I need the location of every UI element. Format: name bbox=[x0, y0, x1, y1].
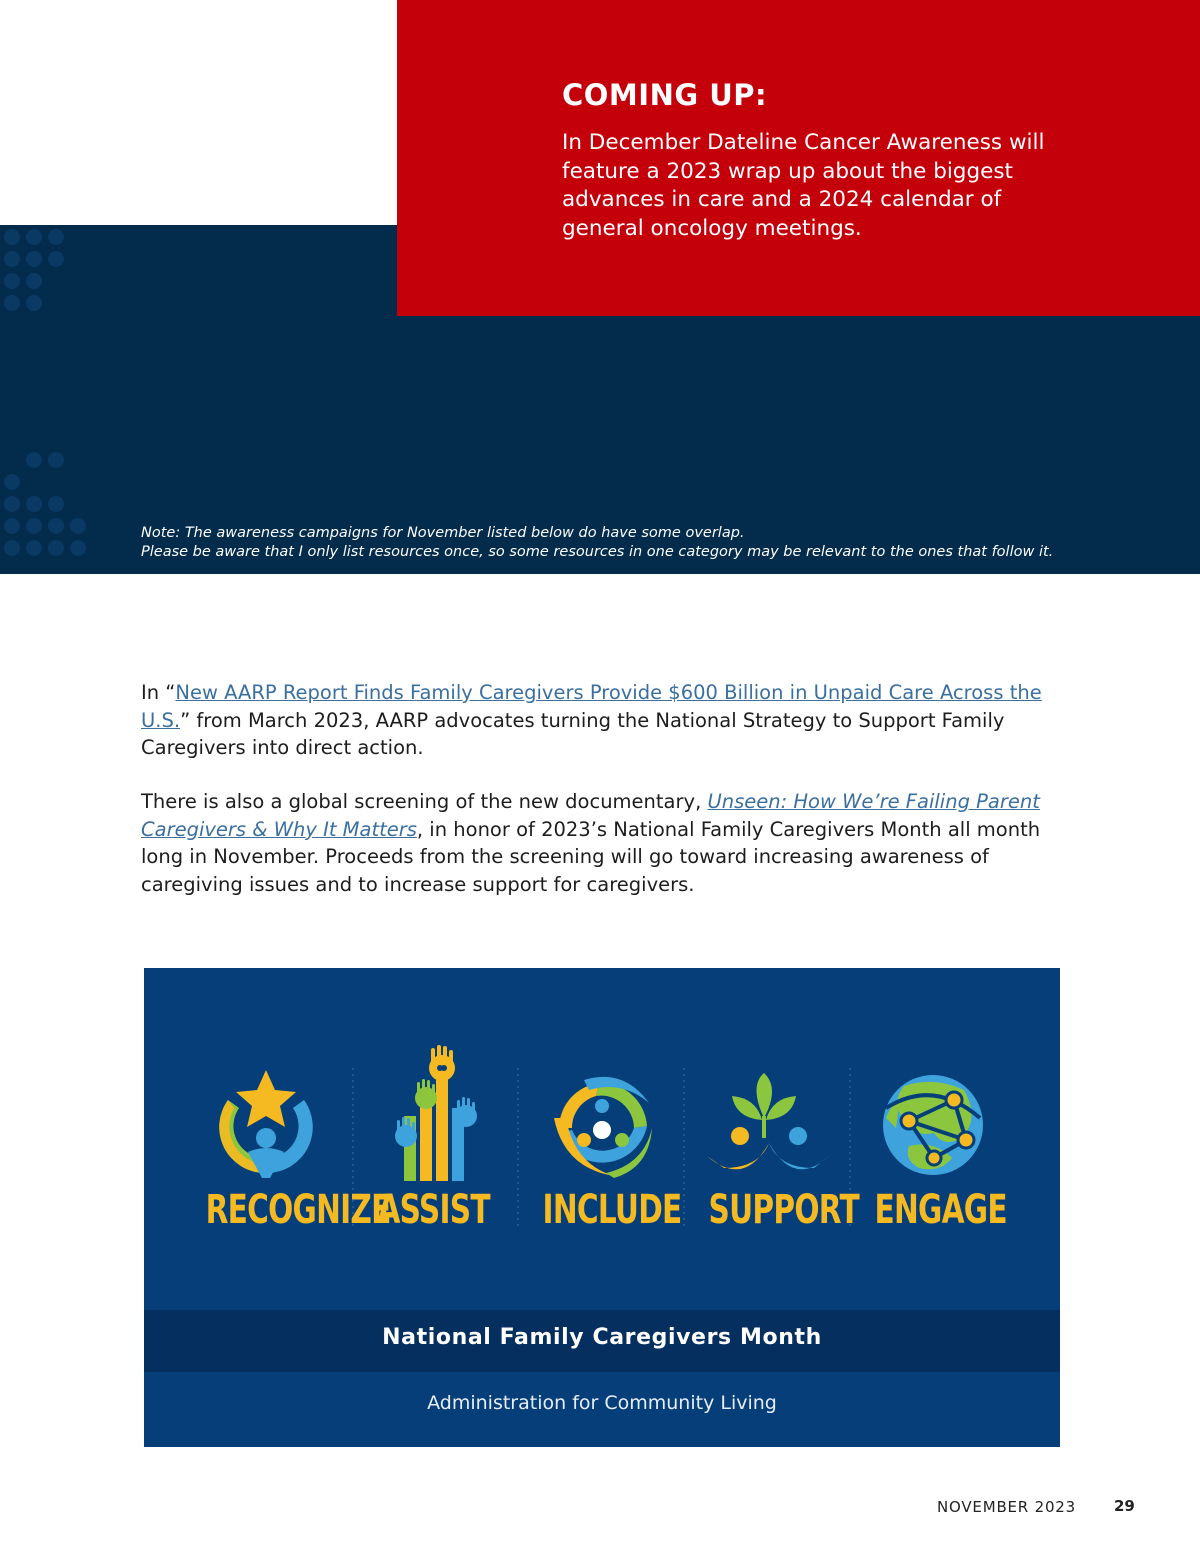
star-person-icon bbox=[219, 1070, 313, 1178]
decorative-dots-bottom bbox=[0, 450, 100, 574]
aarp-prefix: In “ bbox=[141, 681, 176, 704]
coming-up-title: COMING UP: bbox=[562, 78, 768, 112]
aarp-report-link[interactable]: New AARP Report Finds Family Caregivers Provide $600 Billion in Unpaid Care Across the U.S. bbox=[141, 681, 1042, 732]
decorative-dots-top bbox=[0, 225, 90, 325]
documentary-prefix: There is also a global screening of the new documentary, bbox=[141, 790, 708, 813]
caregivers-month-banner bbox=[144, 968, 1060, 1447]
footer-page-number: 29 bbox=[1114, 1497, 1135, 1515]
raised-hands-icon bbox=[395, 1045, 477, 1181]
banner-title: National Family Caregivers Month bbox=[382, 1325, 822, 1350]
overlap-note bbox=[141, 524, 1181, 562]
support-label: SUPPORT bbox=[708, 1187, 859, 1233]
documentary-suffix: , in honor of 2023’s National Family Caregivers Month all month long in November. Proceeds from the screening will go toward increasing awareness of caregiving issues and to increase support for caregivers. bbox=[141, 817, 1041, 896]
note-line-1: Note: The awareness campaigns for November listed below do have some overlap. bbox=[141, 525, 745, 541]
circle-people-icon bbox=[554, 1077, 652, 1178]
unseen-documentary-link[interactable]: Unseen: How We’re Failing Parent Caregivers & Why It Matters bbox=[141, 790, 1040, 841]
coming-up-text: In December Dateline Cancer Awareness will feature a 2023 wrap up about the biggest advances in care and a 2024 calendar of general oncology meetings. bbox=[562, 130, 1045, 241]
coming-up-box bbox=[397, 0, 1200, 316]
note-line-2: Please be aware that I only list resources once, so some resources in one category may be relevant to the ones that follow it. bbox=[141, 544, 1054, 560]
pillar-icons bbox=[144, 968, 1060, 1308]
aarp-suffix: ” from March 2023, AARP advocates turning the National Strategy to Support Family Caregivers into direct action. bbox=[141, 708, 1005, 759]
banner-subtitle: Administration for Community Living bbox=[427, 1392, 777, 1414]
globe-network-icon bbox=[883, 1075, 983, 1175]
footer-issue-date: NOVEMBER 2023 bbox=[937, 1498, 1076, 1516]
recognize-label: RECOGNIZE bbox=[205, 1187, 391, 1233]
engage-label: ENGAGE bbox=[874, 1187, 1007, 1233]
include-label: INCLUDE bbox=[542, 1187, 682, 1233]
aarp-paragraph bbox=[141, 679, 1051, 762]
documentary-paragraph bbox=[141, 788, 1051, 898]
sprout-people-icon bbox=[707, 1073, 829, 1169]
assist-label: ASSIST bbox=[377, 1187, 490, 1233]
